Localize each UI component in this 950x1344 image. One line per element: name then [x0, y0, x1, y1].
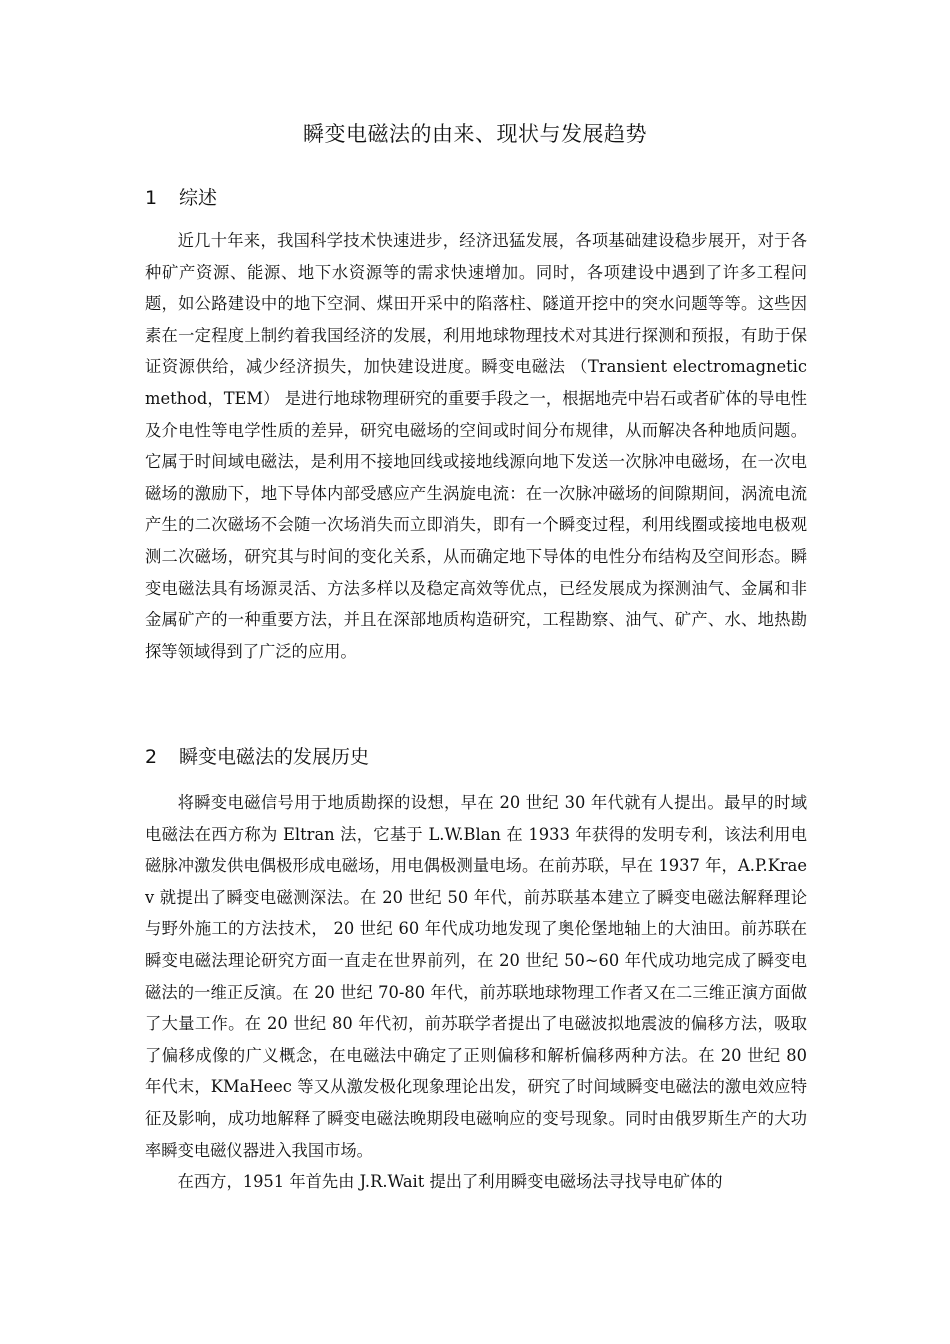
paragraph: 在西方，1951 年首先由 J.R.Wait 提出了利用瞬变电磁场法寻找导电矿体的: [177, 1172, 723, 1192]
section-title: 综述: [179, 187, 218, 209]
document-title: 瞬变电磁法的由来、现状与发展趋势: [303, 122, 647, 146]
section-overview: [145, 183, 807, 667]
section-history: [145, 742, 807, 1198]
section-heading: [145, 183, 807, 213]
section-heading: [145, 742, 807, 772]
paragraph: 近几十年来，我国科学技术快速进步，经济迅猛发展，各项基础建设稳步展开，对于各种矿产资源、能源、地下水资源等的需求快速增加。同时，各项建设中遇到了许多工程问题，如公路建设中的地下空洞、煤田开采中的陷落柱、隧道开挖中的突水问题等等。这些因素在一定程度上制约着我国经济的发展，利用地球物理技术对其进行探测和预报，有助于保证资源供给，减少经济损失，加快建设进度。瞬变电磁法 （Transient electromagnetic method，TEM） 是进行地球物理研究的重要手段之一，根据地壳中岩石或者矿体的导电性及介电性等电学性质的差异，研究电磁场的空间或时间分布规律，从而解决各种地质问题。它属于时间域电磁法，是利用不接地回线或接地线源向地下发送一次脉冲电磁场，在一次电磁场的激励下，地下导体内部受感应产生涡旋电流：在一次脉冲磁场的间隙期间，涡流电流产生的二次磁场不会随一次场消失而立即消失，即有一个瞬变过程，利用线圈或接地电极观测二次磁场，研究其与时间的变化关系，从而确定地下导体的电性分布结构及空间形态。瞬变电磁法具有场源灵活、方法多样以及稳定高效等优点，已经发展成为探测油气、金属和非金属矿产的一种重要方法，并且在深部地质构造研究，工程勘察、油气、矿产、水、地热勘探等领域得到了广泛的应用。: [145, 231, 807, 661]
section-title: 瞬变电磁法的发展历史: [179, 746, 370, 768]
section-number: 2: [145, 746, 158, 768]
section-number: 1: [145, 187, 158, 209]
paragraph: 将瞬变电磁信号用于地质勘探的设想，早在 20 世纪 30 年代就有人提出。最早的时域电磁法在西方称为 Eltran 法，它基于 L.W.Blan 在 1933 年获得的发明专利，该法利用电磁脉冲激发供电偶极形成电磁场，用电偶极测量电场。在前苏联，早在 1937 年，A.P.Kraev 就提出了瞬变电磁测深法。在 20 世纪 50 年代，前苏联基本建立了瞬变电磁法解释理论与野外施工的方法技术， 20 世纪 60 年代成功地发现了奥伦堡地轴上的大油田。前苏联在瞬变电磁法理论研究方面一直走在世界前列，在 20 世纪 50~60 年代成功地完成了瞬变电磁法的一维正反演。在 20 世纪 70-80 年代，前苏联地球物理工作者又在二三维正演方面做了大量工作。在 20 世纪 80 年代初，前苏联学者提出了电磁波拟地震波的偏移方法，吸取了偏移成像的广义概念，在电磁法中确定了正则偏移和解析偏移两种方法。在 20 世纪 80 年代末，KMaHeec 等又从激发极化现象理论出发，研究了时间域瞬变电磁法的激电效应特征及影响，成功地解释了瞬变电磁法晚期段电磁响应的变号现象。同时由俄罗斯生产的大功率瞬变电磁仪器进入我国市场。: [145, 793, 807, 1160]
